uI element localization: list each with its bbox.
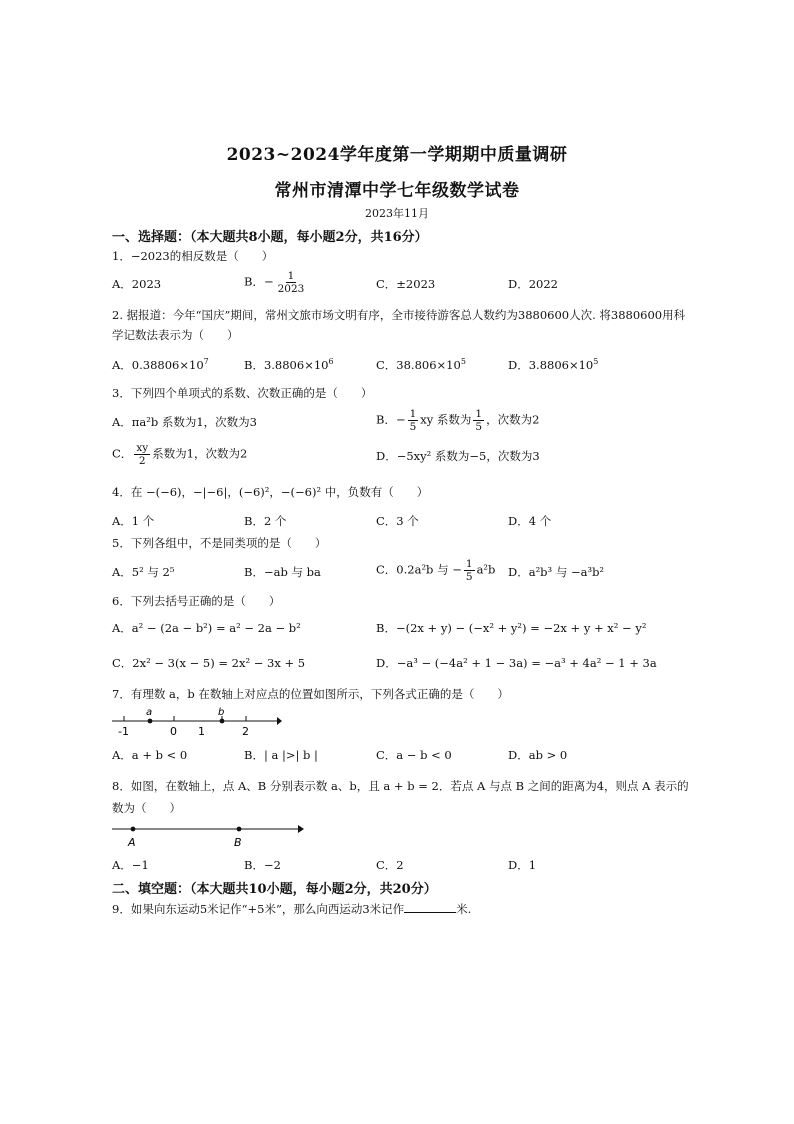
exam-date: 2023年11月: [365, 207, 429, 220]
q3-b-fraction-1: $\frac{1}{5}$: [409, 408, 417, 433]
q8-option-b: B．−2: [244, 858, 281, 872]
question-5-options: [112, 558, 692, 586]
q4-option-b: B．2 个: [244, 514, 287, 528]
q3-option-d: D．−5xy² 系数为−5，次数为3: [376, 449, 540, 463]
question-7-options: [112, 747, 692, 775]
question-4-stem: 4．在 −(−6)，−|−6|，(−6)²，−(−6)² 中，负数有（ ）: [112, 485, 429, 499]
q4-option-d: D．4 个: [508, 514, 552, 528]
q7-option-b: B．| a |>| b |: [244, 748, 318, 762]
q7-number-line: [112, 705, 282, 739]
q2-option-b: B．$3.8806\times 10^6$: [244, 357, 334, 372]
question-6-stem: 6．下列去括号正确的是（ ）: [112, 594, 281, 608]
exam-subtitle: 常州市清潭中学七年级数学试卷: [274, 181, 520, 201]
q6-option-a: A．a² − (2a − b²) = a² − 2a − b²: [112, 621, 301, 635]
q5-option-c: C．0.2a²b 与 − $\frac{1}{5}$ a²b: [376, 558, 496, 583]
q7-tick-label: 0: [170, 725, 177, 738]
section-heading-fill: 二、填空题：（本大题共10小题，每小题2分，共20分）: [112, 882, 437, 897]
q1-option-a: A．2023: [112, 277, 162, 291]
q7-option-a: A．a + b < 0: [112, 748, 188, 762]
question-6-options-row2: [112, 655, 692, 683]
q5-option-b: B．−ab 与 ba: [244, 565, 321, 579]
q7-tick-label: -1: [118, 725, 129, 738]
q7-point-a-label: a: [146, 707, 153, 718]
q8-option-c: C．2: [376, 858, 404, 872]
q5-option-a: A．5² 与 2⁵: [112, 565, 175, 579]
q3-option-b: B．− $\frac{1}{5}$ xy 系数为 $\frac{1}{5}$ ，次数为2: [376, 408, 540, 433]
question-5-stem: 5．下列各组中，不是同类项的是（ ）: [112, 536, 327, 550]
q7-tick-label: 2: [242, 725, 249, 738]
q1-option-b: B．− $\frac{1}{2023}$: [244, 270, 305, 295]
q8-point-b-label: B: [234, 836, 242, 849]
q6-option-c: C．2x² − 3(x − 5) = 2x² − 3x + 5: [112, 656, 306, 670]
question-1-stem: 1．−2023的相反数是（ ）: [112, 249, 274, 263]
question-3-stem: 3．下列四个单项式的系数、次数正确的是（ ）: [112, 386, 373, 400]
q3-option-c: C． $\frac{xy}{2}$ 系数为1，次数为2: [112, 442, 248, 467]
q3-b-fraction-2: $\frac{1}{5}$: [475, 408, 483, 433]
question-2-stem: 2. 据报道：今年“国庆”期间，常州文旅市场文明有序，全市接待游客总人数约为3880600人次. 将3880600用科学记数法表示为（ ）: [112, 308, 686, 342]
q4-option-c: C．3 个: [376, 514, 419, 528]
q6-option-d: D．−a³ − (−4a² + 1 − 3a) = −a³ + 4a² − 1 + 3a: [376, 656, 657, 670]
question-1-options: [112, 270, 692, 298]
q7-option-d: D．ab > 0: [508, 748, 568, 762]
q8-point-a-label: A: [128, 836, 136, 849]
q1-option-c: C．±2023: [376, 277, 436, 291]
q1-option-d: D．2022: [508, 277, 558, 291]
exam-title: 2023~2024学年度第一学期期中质量调研: [226, 145, 568, 165]
q8-number-line: [112, 820, 304, 850]
q3-c-fraction: $\frac{xy}{2}$: [136, 442, 149, 467]
q1-b-fraction: $\frac{1}{2023}$: [277, 270, 305, 295]
q8-option-a: A．−1: [112, 858, 149, 872]
q6-option-b: B．−(2x + y) − (−x² + y²) = −2x + y + x² − y²: [376, 621, 647, 635]
question-6-options-row1: [112, 620, 692, 648]
question-7-stem: 7．有理数 a，b 在数轴上对应点的位置如图所示，下列各式正确的是（ ）: [112, 687, 509, 701]
question-3-options-row2: [112, 442, 692, 470]
q5-option-d: D．a²b³ 与 −a³b²: [508, 565, 605, 579]
q5-c-fraction: $\frac{1}{5}$: [465, 558, 473, 583]
q7-tick-label: 1: [198, 725, 205, 738]
q2-option-a: A．$0.38806\times 10^7$: [112, 357, 209, 372]
question-9-stem: 9．如果向东运动5米记作“+5米”，那么向西运动3米记作 米.: [112, 902, 472, 916]
q9-answer-blank: [404, 900, 456, 913]
q3-option-a: A．πa²b 系数为1，次数为3: [112, 415, 257, 429]
q7-option-c: C．a − b < 0: [376, 748, 452, 762]
question-2-options: [112, 357, 692, 385]
q2-option-d: D．$3.8806\times 10^5$: [508, 357, 599, 372]
section-heading-choice: 一、选择题：（本大题共8小题，每小题2分，共16分）: [112, 230, 428, 245]
q7-point-b-label: b: [218, 707, 225, 718]
q8-option-d: D．1: [508, 858, 537, 872]
question-8-stem: 8．如图，在数轴上，点 A、B 分别表示数 a、b，且 a + b = 2．若点 A 与点 B 之间的距离为4，则点 A 表示的数为（ ）: [112, 779, 689, 815]
q4-option-a: A．1 个: [112, 514, 155, 528]
q2-option-c: C．$38.806\times 10^5$: [376, 357, 466, 372]
question-3-options-row1: [112, 408, 692, 436]
